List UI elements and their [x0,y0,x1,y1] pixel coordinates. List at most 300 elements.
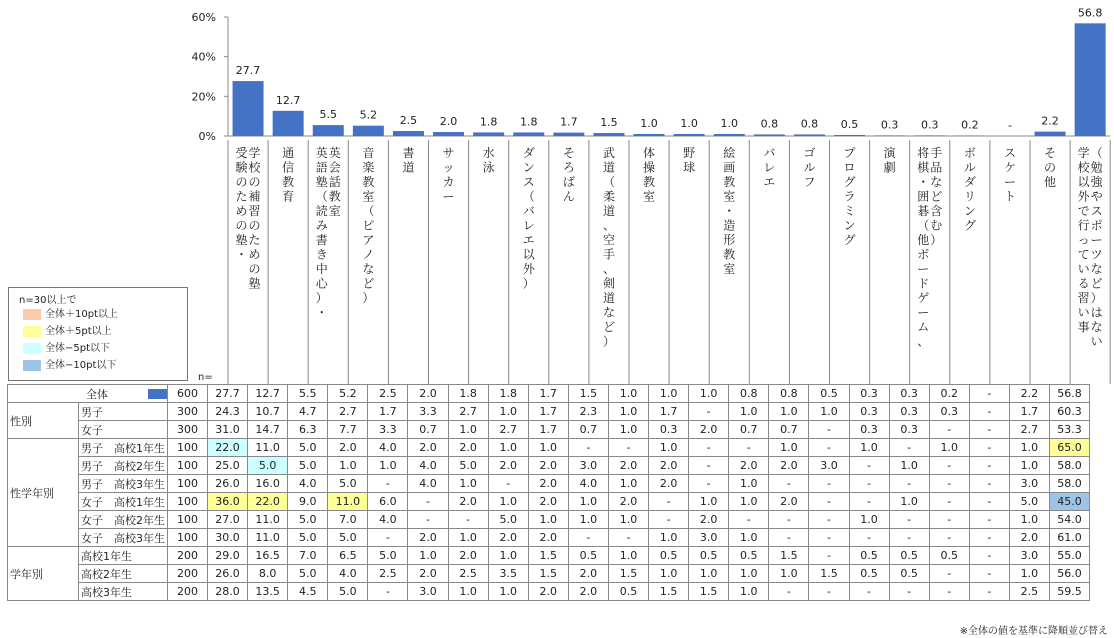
value-cell: 0.3 [889,421,929,439]
category-label-char: 心 [315,276,328,291]
category-label-char: 強 [1090,175,1103,189]
category-label-char: 泳 [482,160,495,175]
value-cell: 6.5 [328,547,368,565]
value-cell: - [809,511,849,529]
category-label-char: 受 [235,146,248,160]
value-cell: 25.0 [208,457,248,475]
category-label-char: 信 [282,160,295,175]
value-cell: 55.0 [1049,547,1089,565]
value-cell: - [969,385,1009,403]
category-label-char: 画 [723,160,736,175]
value-cell: 1.0 [769,439,809,457]
category-label-char: 室 [328,204,341,218]
table-row [8,565,1090,583]
bar [553,133,584,136]
category-label-char: 室 [723,189,736,204]
n-cell: 600 [168,385,208,403]
value-cell: 0.3 [889,403,929,421]
value-cell: - [929,583,969,601]
bar [634,134,665,136]
category-label-char: ス [522,175,535,189]
value-cell: 1.0 [608,511,648,529]
table-row [8,475,1090,493]
bar-value-label: 2.0 [439,115,458,129]
category-label-char: ー [917,305,930,320]
value-cell: 1.0 [649,565,689,583]
value-cell: - [929,493,969,511]
category-label-char: 体 [643,146,656,160]
table-row [8,439,1090,457]
category-label-char: ） [315,291,328,305]
value-cell: - [929,475,969,493]
category-label-char: 道 [602,204,615,218]
category-label-char: ピ [362,218,375,233]
n-label: n= [198,372,213,383]
value-cell: 1.0 [649,529,689,547]
category-label-char: ロ [843,160,856,175]
value-cell: - [769,529,809,547]
value-cell: 27.0 [208,511,248,529]
value-cell: - [448,511,488,529]
category-label-char: フ [803,175,816,189]
bar-value-label: 1.0 [640,117,658,131]
value-cell: 2.3 [568,403,608,421]
category-label-char: 碁 [917,204,930,218]
value-cell: 1.0 [528,439,568,457]
value-cell: 1.0 [769,565,809,583]
legend-swatch [23,326,41,337]
value-cell: 2.0 [488,457,528,475]
category-label-char: ん [562,189,575,204]
value-cell: 5.0 [488,511,528,529]
value-cell: 2.0 [528,457,568,475]
value-cell: 4.0 [408,475,448,493]
value-cell: 1.5 [608,565,648,583]
category-label-char: ポ [1090,218,1103,233]
value-cell: 9.0 [288,493,328,511]
category-label-char: 育 [282,189,295,204]
category-label-char: は [1090,305,1103,320]
value-cell: 1.0 [608,421,648,439]
value-cell: 2.7 [1009,421,1049,439]
category-label-char: ス [1090,204,1103,218]
value-cell: 0.5 [849,565,889,583]
n-cell: 100 [168,493,208,511]
value-cell: 0.5 [568,547,608,565]
n-cell: 100 [168,439,208,457]
row-label: 女子 高校3年生 [79,529,168,547]
value-cell: 0.5 [608,583,648,601]
value-cell: 2.5 [368,565,408,583]
category-label-char: プ [843,146,856,160]
value-cell: - [809,493,849,511]
category-label-char: 行 [1077,218,1090,233]
value-cell: 5.0 [328,475,368,493]
value-cell: - [889,475,929,493]
value-cell: 2.0 [488,529,528,547]
value-cell: 1.0 [1009,511,1049,529]
value-cell: 1.0 [849,511,889,529]
value-cell: 3.0 [408,583,448,601]
value-cell: - [769,511,809,529]
value-cell: 2.7 [448,403,488,421]
value-cell: 5.0 [1009,493,1049,511]
value-cell: 5.5 [288,385,328,403]
group-label: 性学年別 [8,439,79,547]
value-cell: - [929,511,969,529]
n-cell: 200 [168,583,208,601]
category-label-char: ノ [362,247,375,262]
legend-swatch [23,309,41,320]
category-label-char: 室 [643,189,656,204]
bar-value-label: 0.8 [800,117,819,131]
value-cell: 2.5 [1009,583,1049,601]
y-tick-label: 40% [191,50,216,64]
value-cell: - [368,529,408,547]
value-cell: 3.0 [568,457,608,475]
category-label-char: 塾 [248,276,261,291]
value-cell: - [969,511,1009,529]
value-cell: 60.3 [1049,403,1089,421]
n-cell: 100 [168,475,208,493]
bar [914,135,945,136]
value-cell: 5.0 [288,439,328,457]
value-cell: - [649,511,689,529]
table-row [8,529,1090,547]
category-label-char: 教 [643,175,656,189]
category-label-char: ア [362,233,375,247]
legend-swatch [23,360,41,371]
value-cell: 1.0 [649,385,689,403]
value-cell: 26.0 [208,565,248,583]
bar [593,133,624,136]
bar [674,134,705,136]
value-cell: - [488,475,528,493]
bar [273,111,304,136]
value-cell: - [568,529,608,547]
value-cell: 5.0 [288,457,328,475]
category-label-char: 語 [315,160,328,175]
category-label-char: 造 [723,218,736,233]
value-cell: 0.7 [729,421,769,439]
value-cell: 0.7 [408,421,448,439]
category-label-char: ダ [522,146,535,160]
category-label-char: 書 [315,233,328,247]
bar-value-label: 2.5 [399,114,418,128]
category-label-char: 剣 [602,276,615,291]
category-label-char: ミ [843,204,856,218]
value-cell: 3.3 [368,421,408,439]
value-cell: - [809,547,849,565]
value-cell: 16.5 [248,547,288,565]
value-cell: 0.3 [889,385,929,403]
value-cell: - [689,457,729,475]
value-cell: - [809,583,849,601]
value-cell: - [849,583,889,601]
value-cell: 1.0 [849,439,889,457]
value-cell: 0.5 [649,547,689,565]
category-label-char: ン [963,204,976,218]
value-cell: 1.0 [368,457,408,475]
category-label-char: や [1090,189,1103,204]
value-cell: 5.0 [288,511,328,529]
bar-value-label: 1.8 [479,115,498,129]
value-cell: 1.0 [488,439,528,457]
category-label-char: 習 [248,204,261,218]
category-label-char: な [602,305,615,320]
value-cell: 7.7 [328,421,368,439]
legend-item [23,359,116,373]
bar [513,132,544,136]
category-label-char: 塾 [235,233,248,247]
y-tick-label: 0% [198,130,216,143]
value-cell: 1.0 [568,511,608,529]
legend-label: 全体＋5pt以上 [45,326,112,337]
value-cell: 2.0 [408,565,448,583]
value-cell: 1.0 [889,457,929,475]
bar-value-label: 5.5 [319,108,337,122]
value-cell: 5.0 [248,457,288,475]
value-cell: - [969,565,1009,583]
value-cell: 1.7 [528,403,568,421]
row-label: 高校2年生 [79,565,168,583]
value-cell: 5.0 [328,583,368,601]
bar-value-label: 1.7 [560,115,578,129]
value-cell: 2.0 [649,475,689,493]
value-cell: 0.3 [649,421,689,439]
category-label-char: ど [1090,276,1103,291]
category-label-char: （ [522,189,535,204]
value-cell: 7.0 [288,547,328,565]
value-cell: 2.0 [448,439,488,457]
category-label-char: ば [562,175,575,189]
n-cell: 200 [168,547,208,565]
value-cell: 3.5 [488,565,528,583]
value-cell: - [969,475,1009,493]
bar [313,125,344,136]
value-cell: - [969,583,1009,601]
category-label-char: 勉 [1090,160,1103,175]
category-label-char: た [248,233,261,247]
bar-value-label: 0.8 [760,117,779,131]
value-cell: 2.7 [488,421,528,439]
value-cell: 1.0 [528,511,568,529]
sort-note: ※全体の値を基準に降順並び替え [959,626,1108,637]
category-label-char: 英 [315,146,328,160]
n-cell: 300 [168,421,208,439]
category-label-char: 以 [1077,175,1090,189]
category-label-char: ・ [315,305,328,320]
category-label-char: 学 [1077,146,1090,160]
value-cell: 2.0 [528,529,568,547]
category-label-char: ボ [917,247,930,262]
value-cell: 1.0 [729,493,769,511]
value-cell: 30.0 [208,529,248,547]
value-cell: - [929,457,969,475]
value-cell: 7.0 [328,511,368,529]
value-cell: 1.0 [929,439,969,457]
value-cell: 1.0 [769,403,809,421]
n-cell: 100 [168,529,208,547]
category-label-char: の [248,218,261,233]
value-cell: 0.3 [849,403,889,421]
category-label-char: ー [442,189,455,204]
category-label-char: ） [362,291,375,305]
category-label-char: レ [522,218,535,233]
category-label-char: 音 [362,146,375,160]
value-cell: 26.0 [208,475,248,493]
category-label-char: （ [362,204,375,218]
value-cell: 12.7 [248,385,288,403]
category-label-char: カ [442,175,455,189]
category-label-char: 、 [602,262,615,276]
value-cell: 8.0 [248,565,288,583]
value-cell: - [969,457,1009,475]
value-cell: 1.0 [729,565,769,583]
bar-value-label: 1.5 [600,116,618,130]
category-label-char: ン [843,218,856,233]
value-cell: 2.0 [769,457,809,475]
category-label-char: 絵 [723,146,736,160]
value-cell: - [608,529,648,547]
category-label-char: い [1090,334,1103,349]
row-label: 女子 高校1年生 [79,493,168,511]
bar [874,135,905,136]
category-label-char: 英 [328,146,341,160]
category-label-char: 室 [723,262,736,276]
bar [834,135,865,136]
category-label-char: （ [1090,146,1103,160]
value-cell: 4.7 [288,403,328,421]
value-cell: 2.0 [608,493,648,511]
category-label-char: 柔 [602,189,615,204]
n-cell: 100 [168,457,208,475]
value-cell: 2.0 [528,475,568,493]
value-cell: 1.0 [1009,457,1049,475]
value-cell: 36.0 [208,493,248,511]
value-cell: 45.0 [1049,493,1089,511]
table-row [8,583,1090,601]
value-cell: 1.0 [649,439,689,457]
legend-item [23,325,112,339]
value-cell: - [969,493,1009,511]
category-label-char: の [1044,160,1057,175]
value-cell: 2.0 [689,421,729,439]
table-row [8,385,1090,403]
value-cell: 2.7 [328,403,368,421]
value-cell: - [689,403,729,421]
value-cell: - [769,583,809,601]
bar-value-label: 0.5 [840,118,859,132]
value-cell: 59.5 [1049,583,1089,601]
y-tick-label: 60% [191,11,216,24]
value-cell: 5.0 [368,547,408,565]
category-label-char: エ [522,233,535,247]
value-cell: - [849,475,889,493]
category-label-char: 他 [1044,175,1057,189]
value-cell: 0.3 [929,403,969,421]
value-cell: 24.3 [208,403,248,421]
category-label-char: 会 [328,160,341,175]
category-label-char: 手 [930,146,943,160]
n-cell: 100 [168,511,208,529]
bar-value-label: - [1007,119,1012,132]
data-table [7,384,1090,601]
category-label-char: ど [362,276,375,291]
value-cell: 2.5 [368,385,408,403]
value-cell: 1.0 [488,403,528,421]
category-label-char: そ [562,146,575,160]
category-label-char: 校 [1077,160,1090,175]
category-label-char: 験 [235,160,248,175]
legend-label: 全体−10pt以下 [45,360,117,371]
value-cell: 1.0 [1009,439,1049,457]
value-cell: 22.0 [208,439,248,457]
category-label-char: グ [963,218,976,233]
value-cell: 0.5 [729,547,769,565]
group-label: 性別 [8,403,79,439]
category-label-char: 補 [248,189,261,204]
value-cell: - [849,457,889,475]
value-cell: 2.0 [528,583,568,601]
row-label: 男子 高校3年生 [79,475,168,493]
y-tick-label: 20% [191,90,216,104]
value-cell: 31.0 [208,421,248,439]
category-label-char: て [1077,247,1090,262]
category-label-char: ど [930,189,943,204]
value-cell: 1.0 [729,583,769,601]
value-cell: 0.2 [929,385,969,403]
legend-swatch [23,343,41,354]
value-cell: 1.5 [528,565,568,583]
category-label-char: み [315,218,328,233]
category-label-char: な [1090,320,1103,334]
value-cell: 11.0 [248,529,288,547]
category-label-char: ボ [963,146,976,160]
category-label-char: 話 [328,175,341,189]
legend [8,287,188,381]
value-cell: 1.0 [568,493,608,511]
category-label-char: で [1077,204,1090,218]
category-label-char: ゴ [803,146,816,160]
bar-value-label: 2.2 [1041,114,1059,128]
category-label-char: 棋 [917,160,930,175]
category-label-char: の [248,175,261,189]
value-cell: 13.5 [248,583,288,601]
table-row [8,511,1090,529]
value-cell: 1.8 [448,385,488,403]
bar [1075,23,1106,136]
category-label-char: 教 [362,175,375,189]
table-row [8,421,1090,439]
category-label-char: ル [803,160,816,175]
overall-bar-swatch [148,389,168,399]
value-cell: - [809,421,849,439]
value-cell: - [889,511,929,529]
category-label-char: 操 [643,160,656,175]
bar-value-label: 27.7 [235,64,261,78]
category-label-char: 空 [602,233,615,247]
row-label: 女子 [79,421,168,439]
value-cell: 2.0 [528,493,568,511]
category-label-char: 武 [602,146,615,160]
category-label-char: ・ [723,204,736,218]
category-label-char: 外 [522,262,535,276]
category-label-char: 道 [602,291,615,305]
value-cell: - [408,493,448,511]
category-label-char: ー [1090,233,1103,247]
category-label-char: 学 [248,146,261,160]
